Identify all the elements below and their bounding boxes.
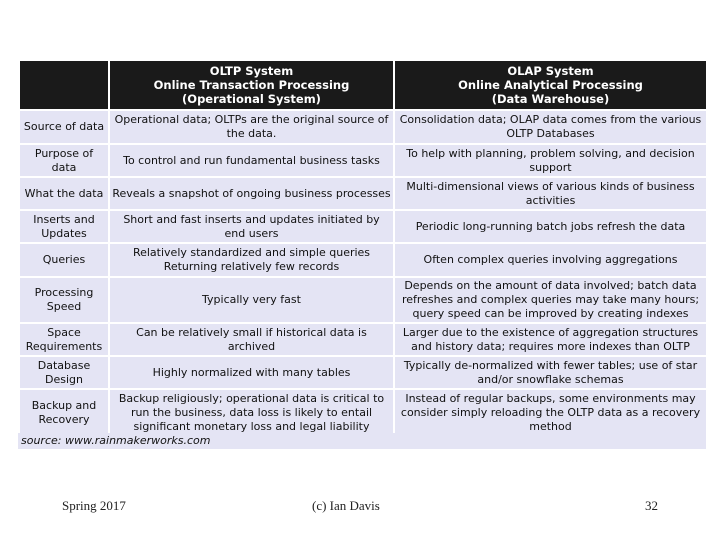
olap-cell: Often complex queries involving aggregations	[394, 243, 707, 277]
header-line: (Data Warehouse)	[491, 92, 610, 106]
header-line: OLAP System	[507, 64, 594, 78]
row-label: Queries	[19, 243, 109, 277]
table-row	[19, 110, 707, 144]
table-row	[19, 243, 707, 277]
table-row	[19, 177, 707, 210]
olap-cell: Depends on the amount of data involved; batch data refreshes and complex queries may take many hours; query speed can be improved by creating indexes	[394, 277, 707, 323]
oltp-cell: Highly normalized with many tables	[109, 356, 394, 389]
row-label: Backup and Recovery	[19, 389, 109, 437]
comparison-table	[18, 59, 708, 438]
row-label: Inserts and Updates	[19, 210, 109, 243]
header-corner-cell	[19, 60, 109, 110]
table-header-row	[19, 60, 707, 110]
table-row	[19, 277, 707, 323]
olap-cell: To help with planning, problem solving, and decision support	[394, 144, 707, 177]
header-olap	[394, 60, 707, 110]
table-row	[19, 323, 707, 356]
oltp-cell: Can be relatively small if historical data is archived	[109, 323, 394, 356]
oltp-cell: Reveals a snapshot of ongoing business processes	[109, 177, 394, 210]
olap-cell: Periodic long-running batch jobs refresh the data	[394, 210, 707, 243]
header-line: Online Analytical Processing	[458, 78, 643, 92]
header-oltp	[109, 60, 394, 110]
row-label: Database Design	[19, 356, 109, 389]
oltp-cell: Backup religiously; operational data is critical to run the business, data loss is likely to entail significant monetary loss and legal liability	[109, 389, 394, 437]
olap-cell: Larger due to the existence of aggregation structures and history data; requires more indexes than OLTP	[394, 323, 707, 356]
source-citation: source: www.rainmakerworks.com	[18, 433, 706, 449]
olap-cell: Multi-dimensional views of various kinds of business activities	[394, 177, 707, 210]
table-row	[19, 356, 707, 389]
row-label: What the data	[19, 177, 109, 210]
header-line: OLTP System	[209, 64, 294, 78]
header-line: (Operational System)	[182, 92, 321, 106]
table-row	[19, 210, 707, 243]
row-label: Space Requirements	[19, 323, 109, 356]
row-label: Source of data	[19, 110, 109, 144]
olap-cell: Instead of regular backups, some environments may consider simply reloading the OLTP data as a recovery method	[394, 389, 707, 437]
row-label: Processing Speed	[19, 277, 109, 323]
table-row	[19, 389, 707, 437]
oltp-cell: Relatively standardized and simple queries Returning relatively few records	[109, 243, 394, 277]
slide-number: 32	[645, 498, 658, 513]
olap-cell: Typically de-normalized with fewer tables; use of star and/or snowflake schemas	[394, 356, 707, 389]
oltp-cell: Typically very fast	[109, 277, 394, 323]
footer-date: Spring 2017	[62, 498, 126, 513]
oltp-cell: To control and run fundamental business tasks	[109, 144, 394, 177]
olap-cell: Consolidation data; OLAP data comes from the various OLTP Databases	[394, 110, 707, 144]
oltp-cell: Short and fast inserts and updates initiated by end users	[109, 210, 394, 243]
oltp-cell: Operational data; OLTPs are the original source of the data.	[109, 110, 394, 144]
header-line: Online Transaction Processing	[153, 78, 350, 92]
table-row	[19, 144, 707, 177]
row-label: Purpose of data	[19, 144, 109, 177]
footer-author: (c) Ian Davis	[312, 498, 380, 513]
